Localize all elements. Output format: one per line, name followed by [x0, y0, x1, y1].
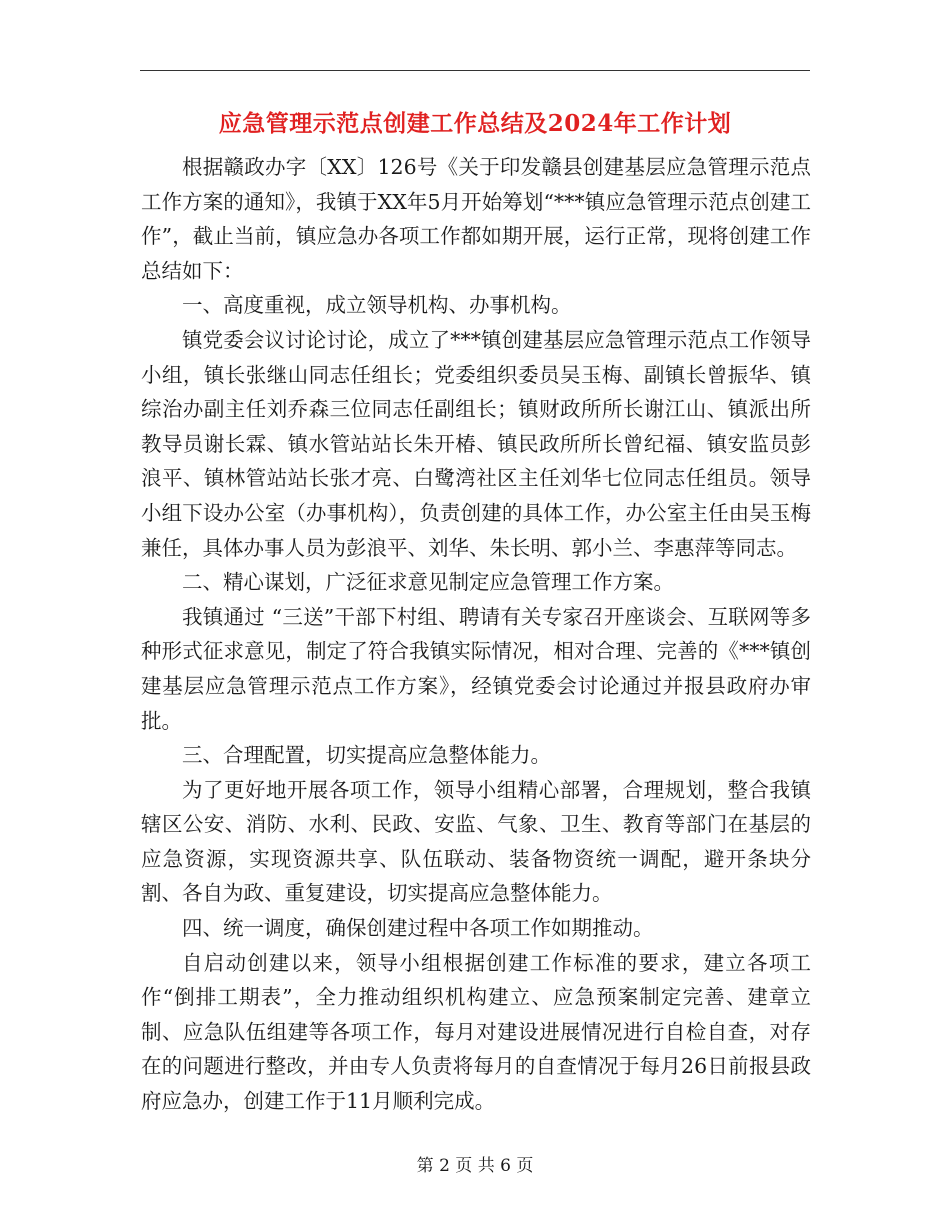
section-heading-4: 四、统一调度，确保创建过程中各项工作如期推动。 — [182, 916, 654, 941]
section-heading-3: 三、合理配置，切实提高应急整体能力。 — [182, 743, 551, 768]
page-footer: 第 2 页 共 6 页 — [416, 1156, 534, 1176]
section-heading-1: 一、高度重视，成立领导机构、办事机构。 — [182, 293, 572, 318]
paragraph-1: 镇党委会议讨论讨论，成立了***镇创建基层应急管理示范点工作领导小组，镇长张继山同志任组长；党委组织委员吴玉梅、副镇长曾振华、镇综治办副主任刘乔森三位同志任副组长；镇财政所所长谢江山、镇派出所教导员谢长霖、镇水管站站长朱开椿、镇民政所所长曾纪福、镇安监员彭浪平、镇林管站站长张才亮、白鹭湾社区主任刘华七位同志任组员。领导小组下设办公室（办事机构），负责创建的具体工作，办公室主任由吴玉梅兼任，具体办事人员为彭浪平、刘华、朱长明、郭小兰、李惠萍等同志。 — [141, 327, 811, 560]
paragraph-intro: 根据赣政办字〔XX〕126号《关于印发赣县创建基层应急管理示范点工作方案的通知》，我镇于XX年5月开始筹划“***镇应急管理示范点创建工作”，截止当前，镇应急办各项工作都如期开展，运行正常，现将创建工作总结如下： — [141, 155, 811, 283]
document-title: 应急管理示范点创建工作总结及2024年工作计划 — [218, 110, 732, 137]
paragraph-3: 为了更好地开展各项工作，领导小组精心部署，合理规划，整合我镇辖区公安、消防、水利、民政、安监、气象、卫生、教育等部门在基层的应急资源，实现资源共享、队伍联动、装备物资统一调配，避开条块分割、各自为政、重复建设，切实提高应急整体能力。 — [141, 777, 811, 906]
document-body — [141, 150, 811, 1119]
paragraph-2: 我镇通过 “三送”干部下村组、聘请有关专家召开座谈会、互联网等多种形式征求意见，制定了符合我镇实际情况，相对合理、完善的《***镇创建基层应急管理示范点工作方案》，经镇党委会讨论通过并报县政府办审批。 — [141, 604, 811, 733]
section-heading-2: 二、精心谋划，广泛征求意见制定应急管理工作方案。 — [182, 570, 674, 595]
paragraph-4: 自启动创建以来，领导小组根据创建工作标准的要求，建立各项工作“倒排工期表”，全力推动组织机构建立、应急预案制定完善、建章立制、应急队伍组建等各项工作，每月对建设进展情况进行自检自查，对存在的问题进行整改，并由专人负责将每月的自查情况于每月26日前报县政府应急办，创建工作于11月顺利完成。 — [141, 950, 811, 1114]
header-rule — [140, 70, 810, 71]
